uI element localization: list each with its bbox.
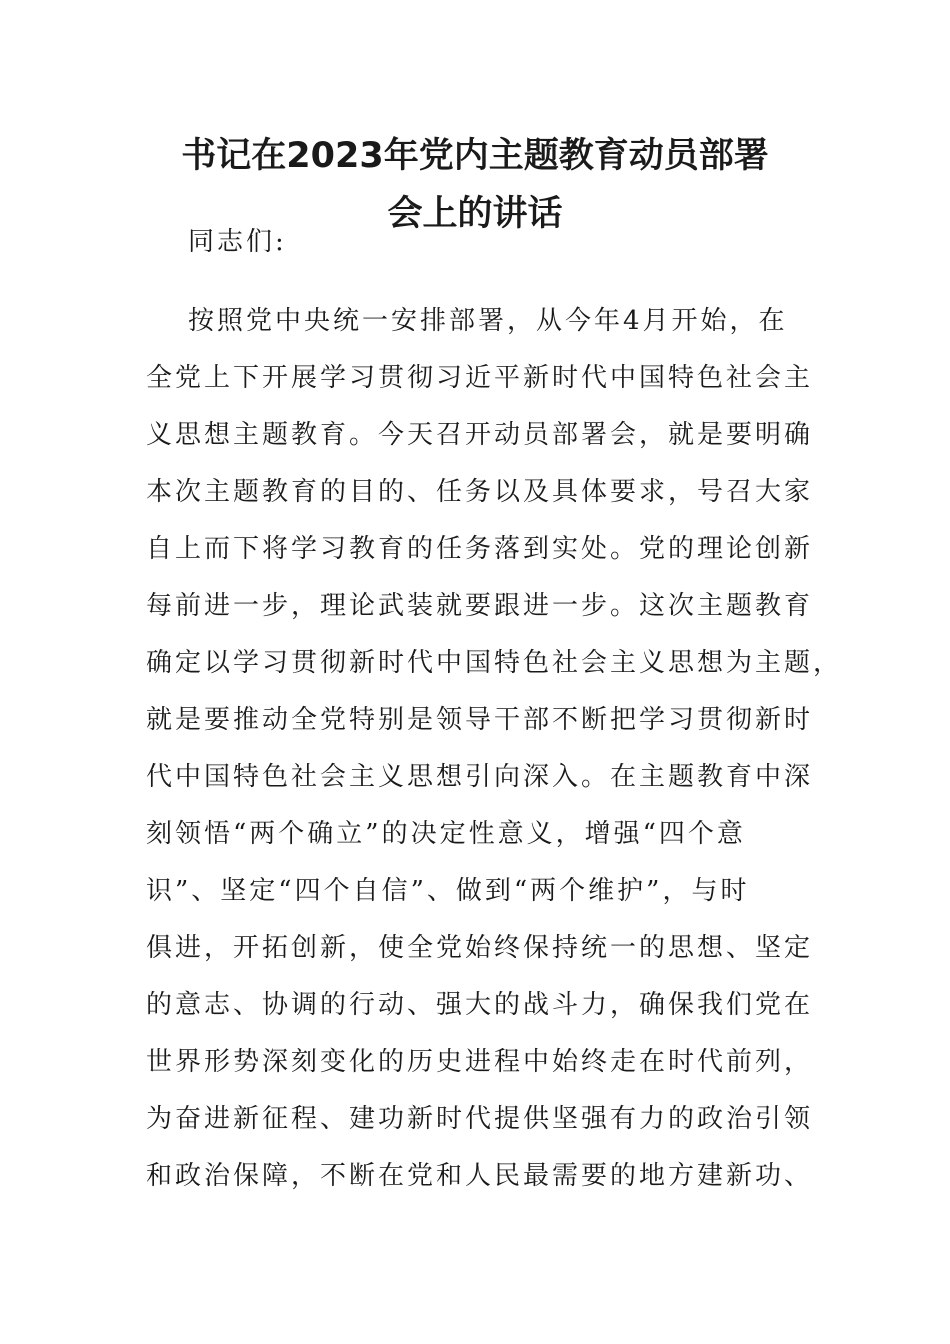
- body-line: 和政治保障，不断在党和人民最需要的地方建新功、: [146, 1161, 814, 1191]
- salutation: 同志们:: [188, 227, 287, 257]
- body-line: 刻领悟“两个确立”的决定性意义，增强“四个意: [146, 819, 746, 849]
- body-line: 本次主题教育的目的、任务以及具体要求，号召大家: [146, 477, 814, 507]
- body-line: 就是要推动全党特别是领导干部不断把学习贯彻新时: [146, 705, 814, 735]
- document-title-line-2: 会上的讲话: [387, 194, 563, 234]
- body-line: 自上而下将学习教育的任务落到实处。党的理论创新: [146, 534, 814, 564]
- body-line: 世界形势深刻变化的历史进程中始终走在时代前列，: [146, 1047, 814, 1077]
- body-line: 为奋进新征程、建功新时代提供坚强有力的政治引领: [146, 1104, 814, 1134]
- body-line: 俱进，开拓创新，使全党始终保持统一的思想、坚定: [146, 933, 814, 963]
- body-line: 确定以学习贯彻新时代中国特色社会主义思想为主题，: [146, 648, 843, 678]
- body-line: 识”、坚定“四个自信”、做到“两个维护”，与时: [146, 876, 750, 906]
- body-line: 全党上下开展学习贯彻习近平新时代中国特色社会主: [146, 363, 814, 393]
- body-line: 每前进一步，理论武装就要跟进一步。这次主题教育: [146, 591, 814, 621]
- body-line: 按照党中央统一安排部署，从今年4月开始，在: [188, 306, 788, 336]
- document-title-line-1: 书记在2023年党内主题教育动员部署: [181, 136, 769, 176]
- body-line: 的意志、协调的行动、强大的战斗力，确保我们党在: [146, 990, 814, 1020]
- body-line: 代中国特色社会主义思想引向深入。在主题教育中深: [146, 762, 814, 792]
- body-line: 义思想主题教育。今天召开动员部署会，就是要明确: [146, 420, 814, 450]
